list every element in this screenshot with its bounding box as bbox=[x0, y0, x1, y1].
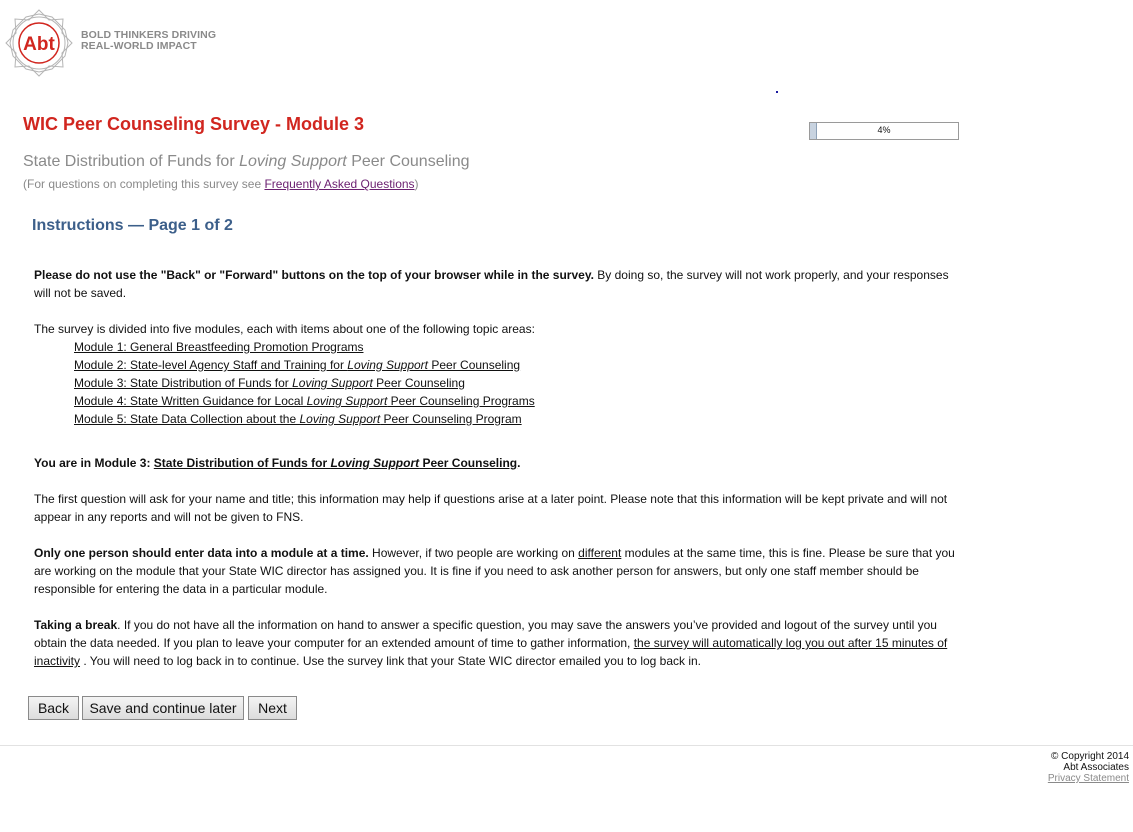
decorative-dot bbox=[776, 91, 778, 93]
progress-label: 4% bbox=[877, 125, 891, 135]
brand-tagline: BOLD THINKERS DRIVING REAL-WORLD IMPACT bbox=[81, 29, 217, 52]
logo-text: Abt bbox=[23, 34, 55, 55]
module-link-4[interactable]: Module 4: State Written Guidance for Local Loving Support Peer Counseling Programs bbox=[74, 394, 535, 408]
module-list bbox=[74, 338, 964, 428]
faq-note: (For questions on completing this survey see Frequently Asked Questions) bbox=[23, 177, 419, 191]
browser-warning: Please do not use the "Back" or "Forward" buttons on the top of your browser while in the survey. By doing so, the survey will not work properly, and your responses will not be saved. bbox=[34, 268, 949, 300]
page-title: WIC Peer Counseling Survey - Module 3 bbox=[23, 114, 365, 134]
taking-break-note: Taking a break. If you do not have all the information on hand to answer a specific question, you may save the answers you’ve provided and logout of the survey until you obtain the data needed. If you plan to leave your computer for an extended amount of time to gather information, the survey will automatically log you out after 15 minutes of inactivity . You will need to log back in to continue. Use the survey link that your State WIC director emailed you to log back in. bbox=[34, 618, 948, 668]
progress-bar bbox=[809, 122, 959, 140]
module-link-1[interactable]: Module 1: General Breastfeeding Promotion Programs bbox=[74, 340, 364, 354]
back-button[interactable]: Back bbox=[28, 696, 79, 720]
one-person-note: Only one person should enter data into a module at a time. However, if two people are working on different modules at the same time, this is fine. Please be sure that you are working on the module that your State WIC director has assigned you. It is fine if you need to ask another person for answers, but only one staff member should be responsible for entering the data in a particular module. bbox=[34, 546, 955, 596]
name-title-note: The first question will ask for your name and title; this information may help if questions arise at a later point. Please note that this information will be kept private and will not appear in any reports and will not be given to FNS. bbox=[34, 492, 948, 524]
modules-intro: The survey is divided into five modules, each with items about one of the following topic areas: bbox=[34, 322, 535, 336]
module-link-3[interactable]: Module 3: State Distribution of Funds for Loving Support Peer Counseling bbox=[74, 376, 465, 390]
module-link-2[interactable]: Module 2: State-level Agency Staff and Training for Loving Support Peer Counseling bbox=[74, 358, 521, 372]
privacy-statement-link[interactable]: Privacy Statement bbox=[1047, 773, 1129, 784]
current-module-note: You are in Module 3: State Distribution of Funds for Loving Support Peer Counseling. bbox=[34, 456, 521, 470]
footer-divider bbox=[0, 745, 1133, 746]
footer bbox=[1048, 751, 1129, 784]
copyright: © Copyright 2014 bbox=[1051, 751, 1129, 762]
next-button[interactable]: Next bbox=[248, 696, 297, 720]
abt-logo bbox=[4, 8, 74, 78]
faq-link[interactable]: Frequently Asked Questions bbox=[264, 177, 415, 191]
page-subtitle: State Distribution of Funds for Loving Support Peer Counseling bbox=[23, 153, 470, 170]
module-link-5[interactable]: Module 5: State Data Collection about the Loving Support Peer Counseling Program bbox=[74, 412, 522, 426]
save-continue-later-button[interactable]: Save and continue later bbox=[82, 696, 244, 720]
instructions-content bbox=[34, 266, 964, 688]
company-name: Abt Associates bbox=[1063, 762, 1129, 773]
instructions-heading: Instructions — Page 1 of 2 bbox=[32, 217, 233, 234]
